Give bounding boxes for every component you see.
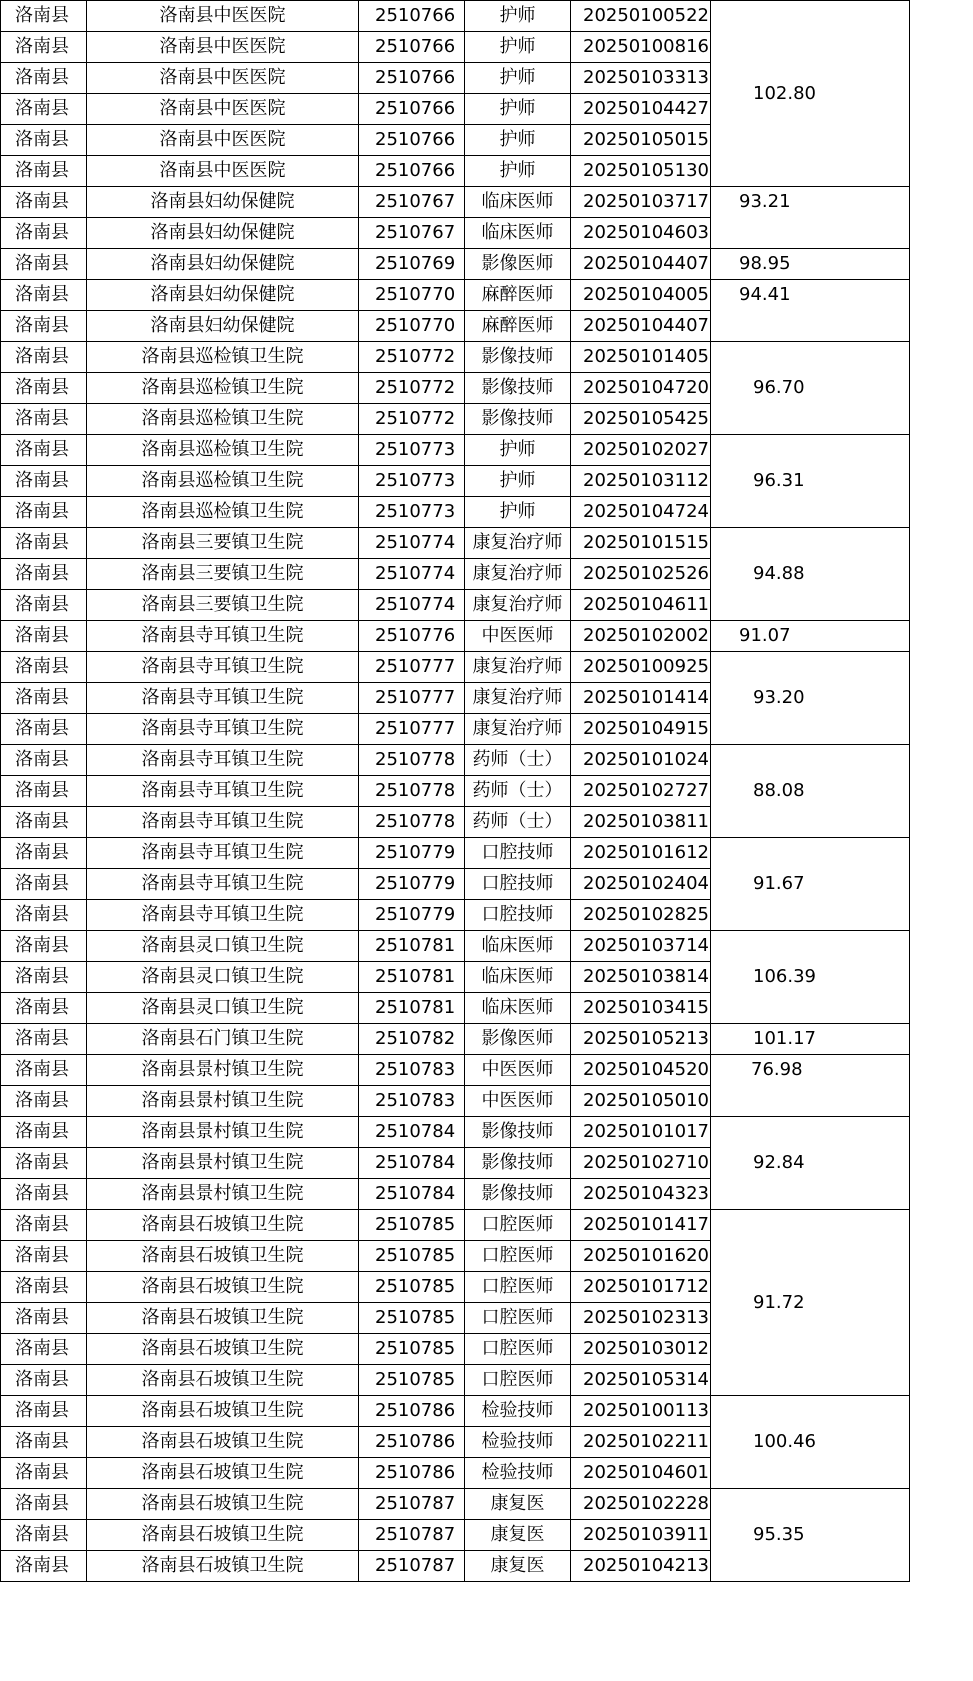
county-cell: 洛南县 bbox=[1, 559, 87, 590]
organization-cell: 洛南县寺耳镇卫生院 bbox=[87, 838, 359, 869]
position-code-cell: 2510766 bbox=[359, 32, 465, 63]
position-cell: 护师 bbox=[465, 466, 571, 497]
position-cell: 中医医师 bbox=[465, 621, 571, 652]
position-cell: 康复治疗师 bbox=[465, 652, 571, 683]
organization-cell: 洛南县寺耳镇卫生院 bbox=[87, 900, 359, 931]
score-cell: 96.70 bbox=[711, 342, 910, 435]
exam-number-cell: 20250105130 bbox=[571, 156, 711, 187]
position-code-cell: 2510785 bbox=[359, 1272, 465, 1303]
table-row bbox=[1, 1489, 910, 1520]
exam-number-cell: 20250105010 bbox=[571, 1086, 711, 1117]
position-code-cell: 2510773 bbox=[359, 497, 465, 528]
position-cell: 康复治疗师 bbox=[465, 559, 571, 590]
organization-cell: 洛南县石坡镇卫生院 bbox=[87, 1427, 359, 1458]
position-code-cell: 2510784 bbox=[359, 1148, 465, 1179]
organization-cell: 洛南县景村镇卫生院 bbox=[87, 1117, 359, 1148]
exam-number-cell: 20250101515 bbox=[571, 528, 711, 559]
county-cell: 洛南县 bbox=[1, 373, 87, 404]
table-row bbox=[1, 838, 910, 869]
position-cell: 影像医师 bbox=[465, 1024, 571, 1055]
organization-cell: 洛南县寺耳镇卫生院 bbox=[87, 869, 359, 900]
exam-number-cell: 20250102526 bbox=[571, 559, 711, 590]
position-code-cell: 2510772 bbox=[359, 342, 465, 373]
county-cell: 洛南县 bbox=[1, 590, 87, 621]
county-cell: 洛南县 bbox=[1, 807, 87, 838]
position-code-cell: 2510777 bbox=[359, 714, 465, 745]
county-cell: 洛南县 bbox=[1, 1427, 87, 1458]
organization-cell: 洛南县巡检镇卫生院 bbox=[87, 497, 359, 528]
organization-cell: 洛南县石坡镇卫生院 bbox=[87, 1272, 359, 1303]
organization-cell: 洛南县石坡镇卫生院 bbox=[87, 1334, 359, 1365]
position-code-cell: 2510777 bbox=[359, 683, 465, 714]
score-cell: 76.98 bbox=[711, 1055, 910, 1117]
exam-number-cell: 20250103012 bbox=[571, 1334, 711, 1365]
position-cell: 中医医师 bbox=[465, 1086, 571, 1117]
position-cell: 影像技师 bbox=[465, 1148, 571, 1179]
county-cell: 洛南县 bbox=[1, 1241, 87, 1272]
position-code-cell: 2510778 bbox=[359, 745, 465, 776]
exam-number-cell: 20250104427 bbox=[571, 94, 711, 125]
organization-cell: 洛南县灵口镇卫生院 bbox=[87, 931, 359, 962]
organization-cell: 洛南县中医医院 bbox=[87, 32, 359, 63]
county-cell: 洛南县 bbox=[1, 652, 87, 683]
organization-cell: 洛南县三要镇卫生院 bbox=[87, 559, 359, 590]
organization-cell: 洛南县中医医院 bbox=[87, 63, 359, 94]
position-cell: 影像技师 bbox=[465, 342, 571, 373]
exam-number-cell: 20250102710 bbox=[571, 1148, 711, 1179]
organization-cell: 洛南县石坡镇卫生院 bbox=[87, 1458, 359, 1489]
exam-number-cell: 20250100113 bbox=[571, 1396, 711, 1427]
table-row bbox=[1, 280, 910, 311]
position-code-cell: 2510774 bbox=[359, 559, 465, 590]
position-code-cell: 2510774 bbox=[359, 590, 465, 621]
position-code-cell: 2510783 bbox=[359, 1086, 465, 1117]
organization-cell: 洛南县妇幼保健院 bbox=[87, 218, 359, 249]
position-code-cell: 2510766 bbox=[359, 1, 465, 32]
organization-cell: 洛南县寺耳镇卫生院 bbox=[87, 683, 359, 714]
county-cell: 洛南县 bbox=[1, 1365, 87, 1396]
county-cell: 洛南县 bbox=[1, 497, 87, 528]
organization-cell: 洛南县寺耳镇卫生院 bbox=[87, 652, 359, 683]
county-cell: 洛南县 bbox=[1, 218, 87, 249]
position-cell: 影像技师 bbox=[465, 404, 571, 435]
position-cell: 口腔医师 bbox=[465, 1334, 571, 1365]
organization-cell: 洛南县石坡镇卫生院 bbox=[87, 1551, 359, 1582]
table-row bbox=[1, 1024, 910, 1055]
county-cell: 洛南县 bbox=[1, 683, 87, 714]
position-code-cell: 2510776 bbox=[359, 621, 465, 652]
county-cell: 洛南县 bbox=[1, 621, 87, 652]
table-row bbox=[1, 342, 910, 373]
position-code-cell: 2510781 bbox=[359, 931, 465, 962]
table-row bbox=[1, 652, 910, 683]
position-code-cell: 2510785 bbox=[359, 1210, 465, 1241]
position-cell: 护师 bbox=[465, 497, 571, 528]
score-cell: 100.46 bbox=[711, 1396, 910, 1489]
exam-number-cell: 20250104611 bbox=[571, 590, 711, 621]
exam-number-cell: 20250102027 bbox=[571, 435, 711, 466]
exam-number-cell: 20250101414 bbox=[571, 683, 711, 714]
exam-number-cell: 20250103814 bbox=[571, 962, 711, 993]
table-row bbox=[1, 1396, 910, 1427]
organization-cell: 洛南县石坡镇卫生院 bbox=[87, 1303, 359, 1334]
organization-cell: 洛南县妇幼保健院 bbox=[87, 187, 359, 218]
organization-cell: 洛南县三要镇卫生院 bbox=[87, 528, 359, 559]
organization-cell: 洛南县景村镇卫生院 bbox=[87, 1055, 359, 1086]
score-cell: 96.31 bbox=[711, 435, 910, 528]
exam-number-cell: 20250105425 bbox=[571, 404, 711, 435]
position-cell: 护师 bbox=[465, 1, 571, 32]
organization-cell: 洛南县中医医院 bbox=[87, 94, 359, 125]
exam-number-cell: 20250100925 bbox=[571, 652, 711, 683]
county-cell: 洛南县 bbox=[1, 1303, 87, 1334]
county-cell: 洛南县 bbox=[1, 1117, 87, 1148]
organization-cell: 洛南县三要镇卫生院 bbox=[87, 590, 359, 621]
county-cell: 洛南县 bbox=[1, 962, 87, 993]
organization-cell: 洛南县寺耳镇卫生院 bbox=[87, 807, 359, 838]
position-code-cell: 2510786 bbox=[359, 1458, 465, 1489]
position-code-cell: 2510787 bbox=[359, 1520, 465, 1551]
county-cell: 洛南县 bbox=[1, 1210, 87, 1241]
position-cell: 护师 bbox=[465, 63, 571, 94]
county-cell: 洛南县 bbox=[1, 776, 87, 807]
position-code-cell: 2510773 bbox=[359, 435, 465, 466]
position-cell: 护师 bbox=[465, 32, 571, 63]
county-cell: 洛南县 bbox=[1, 1520, 87, 1551]
position-code-cell: 2510777 bbox=[359, 652, 465, 683]
position-code-cell: 2510774 bbox=[359, 528, 465, 559]
county-cell: 洛南县 bbox=[1, 404, 87, 435]
position-code-cell: 2510779 bbox=[359, 869, 465, 900]
position-cell: 检验技师 bbox=[465, 1427, 571, 1458]
score-cell: 92.84 bbox=[711, 1117, 910, 1210]
position-cell: 护师 bbox=[465, 94, 571, 125]
position-cell: 药师（士） bbox=[465, 745, 571, 776]
county-cell: 洛南县 bbox=[1, 1272, 87, 1303]
position-code-cell: 2510782 bbox=[359, 1024, 465, 1055]
position-code-cell: 2510778 bbox=[359, 807, 465, 838]
organization-cell: 洛南县灵口镇卫生院 bbox=[87, 993, 359, 1024]
county-cell: 洛南县 bbox=[1, 249, 87, 280]
exam-number-cell: 20250100816 bbox=[571, 32, 711, 63]
position-code-cell: 2510779 bbox=[359, 900, 465, 931]
county-cell: 洛南县 bbox=[1, 1148, 87, 1179]
county-cell: 洛南县 bbox=[1, 1396, 87, 1427]
table-row bbox=[1, 435, 910, 466]
exam-number-cell: 20250103811 bbox=[571, 807, 711, 838]
table-row bbox=[1, 1210, 910, 1241]
position-cell: 影像医师 bbox=[465, 249, 571, 280]
position-cell: 口腔技师 bbox=[465, 869, 571, 900]
position-code-cell: 2510770 bbox=[359, 311, 465, 342]
exam-number-cell: 20250103717 bbox=[571, 187, 711, 218]
position-cell: 口腔医师 bbox=[465, 1365, 571, 1396]
position-code-cell: 2510772 bbox=[359, 373, 465, 404]
table-row bbox=[1, 745, 910, 776]
position-code-cell: 2510781 bbox=[359, 962, 465, 993]
table-row bbox=[1, 621, 910, 652]
position-code-cell: 2510787 bbox=[359, 1489, 465, 1520]
position-code-cell: 2510783 bbox=[359, 1055, 465, 1086]
position-code-cell: 2510767 bbox=[359, 187, 465, 218]
exam-number-cell: 20250101405 bbox=[571, 342, 711, 373]
county-cell: 洛南县 bbox=[1, 1179, 87, 1210]
county-cell: 洛南县 bbox=[1, 1334, 87, 1365]
position-code-cell: 2510787 bbox=[359, 1551, 465, 1582]
table-row bbox=[1, 528, 910, 559]
exam-number-cell: 20250102313 bbox=[571, 1303, 711, 1334]
organization-cell: 洛南县寺耳镇卫生院 bbox=[87, 621, 359, 652]
county-cell: 洛南县 bbox=[1, 94, 87, 125]
position-code-cell: 2510779 bbox=[359, 838, 465, 869]
county-cell: 洛南县 bbox=[1, 342, 87, 373]
position-cell: 临床医师 bbox=[465, 993, 571, 1024]
position-code-cell: 2510785 bbox=[359, 1365, 465, 1396]
score-cell: 95.35 bbox=[711, 1489, 910, 1582]
county-cell: 洛南县 bbox=[1, 931, 87, 962]
county-cell: 洛南县 bbox=[1, 435, 87, 466]
exam-number-cell: 20250101620 bbox=[571, 1241, 711, 1272]
county-cell: 洛南县 bbox=[1, 1055, 87, 1086]
organization-cell: 洛南县巡检镇卫生院 bbox=[87, 373, 359, 404]
county-cell: 洛南县 bbox=[1, 993, 87, 1024]
organization-cell: 洛南县巡检镇卫生院 bbox=[87, 342, 359, 373]
position-cell: 护师 bbox=[465, 125, 571, 156]
score-cell: 101.17 bbox=[711, 1024, 910, 1055]
score-cell: 98.95 bbox=[711, 249, 910, 280]
position-code-cell: 2510766 bbox=[359, 63, 465, 94]
position-code-cell: 2510785 bbox=[359, 1334, 465, 1365]
exam-number-cell: 20250101024 bbox=[571, 745, 711, 776]
exam-number-cell: 20250105015 bbox=[571, 125, 711, 156]
exam-number-cell: 20250104601 bbox=[571, 1458, 711, 1489]
organization-cell: 洛南县妇幼保健院 bbox=[87, 311, 359, 342]
exam-number-cell: 20250102404 bbox=[571, 869, 711, 900]
table-row bbox=[1, 1, 910, 32]
organization-cell: 洛南县石坡镇卫生院 bbox=[87, 1365, 359, 1396]
organization-cell: 洛南县寺耳镇卫生院 bbox=[87, 776, 359, 807]
position-cell: 临床医师 bbox=[465, 218, 571, 249]
county-cell: 洛南县 bbox=[1, 1024, 87, 1055]
exam-number-cell: 20250104407 bbox=[571, 249, 711, 280]
position-cell: 康复治疗师 bbox=[465, 714, 571, 745]
position-cell: 康复医 bbox=[465, 1520, 571, 1551]
position-cell: 影像技师 bbox=[465, 1117, 571, 1148]
county-cell: 洛南县 bbox=[1, 156, 87, 187]
organization-cell: 洛南县石坡镇卫生院 bbox=[87, 1396, 359, 1427]
score-cell: 93.20 bbox=[711, 652, 910, 745]
organization-cell: 洛南县巡检镇卫生院 bbox=[87, 435, 359, 466]
position-cell: 康复治疗师 bbox=[465, 528, 571, 559]
county-cell: 洛南县 bbox=[1, 1086, 87, 1117]
position-cell: 麻醉医师 bbox=[465, 311, 571, 342]
exam-number-cell: 20250102228 bbox=[571, 1489, 711, 1520]
position-cell: 护师 bbox=[465, 435, 571, 466]
table-row bbox=[1, 1055, 910, 1086]
exam-number-cell: 20250103714 bbox=[571, 931, 711, 962]
exam-number-cell: 20250104603 bbox=[571, 218, 711, 249]
position-code-cell: 2510786 bbox=[359, 1396, 465, 1427]
organization-cell: 洛南县寺耳镇卫生院 bbox=[87, 714, 359, 745]
position-cell: 康复治疗师 bbox=[465, 590, 571, 621]
position-code-cell: 2510773 bbox=[359, 466, 465, 497]
county-cell: 洛南县 bbox=[1, 187, 87, 218]
position-cell: 影像技师 bbox=[465, 373, 571, 404]
organization-cell: 洛南县灵口镇卫生院 bbox=[87, 962, 359, 993]
position-code-cell: 2510770 bbox=[359, 280, 465, 311]
score-cell: 93.21 bbox=[711, 187, 910, 249]
exam-number-cell: 20250105314 bbox=[571, 1365, 711, 1396]
exam-number-cell: 20250104720 bbox=[571, 373, 711, 404]
exam-number-cell: 20250104407 bbox=[571, 311, 711, 342]
position-code-cell: 2510769 bbox=[359, 249, 465, 280]
score-cell: 94.88 bbox=[711, 528, 910, 621]
score-cell: 94.41 bbox=[711, 280, 910, 342]
organization-cell: 洛南县巡检镇卫生院 bbox=[87, 466, 359, 497]
exam-number-cell: 20250101417 bbox=[571, 1210, 711, 1241]
position-cell: 临床医师 bbox=[465, 962, 571, 993]
position-code-cell: 2510786 bbox=[359, 1427, 465, 1458]
position-code-cell: 2510772 bbox=[359, 404, 465, 435]
position-cell: 康复治疗师 bbox=[465, 683, 571, 714]
position-cell: 口腔医师 bbox=[465, 1303, 571, 1334]
exam-number-cell: 20250105213 bbox=[571, 1024, 711, 1055]
position-cell: 口腔医师 bbox=[465, 1241, 571, 1272]
county-cell: 洛南县 bbox=[1, 714, 87, 745]
position-cell: 口腔技师 bbox=[465, 838, 571, 869]
organization-cell: 洛南县石坡镇卫生院 bbox=[87, 1241, 359, 1272]
position-cell: 口腔医师 bbox=[465, 1272, 571, 1303]
organization-cell: 洛南县巡检镇卫生院 bbox=[87, 404, 359, 435]
county-cell: 洛南县 bbox=[1, 869, 87, 900]
organization-cell: 洛南县中医医院 bbox=[87, 156, 359, 187]
county-cell: 洛南县 bbox=[1, 311, 87, 342]
organization-cell: 洛南县景村镇卫生院 bbox=[87, 1179, 359, 1210]
county-cell: 洛南县 bbox=[1, 745, 87, 776]
organization-cell: 洛南县石坡镇卫生院 bbox=[87, 1210, 359, 1241]
exam-number-cell: 20250103112 bbox=[571, 466, 711, 497]
organization-cell: 洛南县中医医院 bbox=[87, 125, 359, 156]
table-row bbox=[1, 249, 910, 280]
position-cell: 药师（士） bbox=[465, 776, 571, 807]
organization-cell: 洛南县景村镇卫生院 bbox=[87, 1148, 359, 1179]
exam-number-cell: 20250102002 bbox=[571, 621, 711, 652]
position-cell: 临床医师 bbox=[465, 187, 571, 218]
organization-cell: 洛南县石门镇卫生院 bbox=[87, 1024, 359, 1055]
organization-cell: 洛南县妇幼保健院 bbox=[87, 249, 359, 280]
organization-cell: 洛南县景村镇卫生院 bbox=[87, 1086, 359, 1117]
score-cell: 106.39 bbox=[711, 931, 910, 1024]
organization-cell: 洛南县妇幼保健院 bbox=[87, 280, 359, 311]
organization-cell: 洛南县中医医院 bbox=[87, 1, 359, 32]
score-cell: 88.08 bbox=[711, 745, 910, 838]
position-cell: 中医医师 bbox=[465, 1055, 571, 1086]
score-table-body bbox=[1, 1, 910, 1582]
table-row bbox=[1, 1117, 910, 1148]
county-cell: 洛南县 bbox=[1, 1, 87, 32]
position-code-cell: 2510784 bbox=[359, 1179, 465, 1210]
position-code-cell: 2510767 bbox=[359, 218, 465, 249]
county-cell: 洛南县 bbox=[1, 280, 87, 311]
exam-number-cell: 20250103313 bbox=[571, 63, 711, 94]
county-cell: 洛南县 bbox=[1, 32, 87, 63]
exam-number-cell: 20250104213 bbox=[571, 1551, 711, 1582]
exam-number-cell: 20250101712 bbox=[571, 1272, 711, 1303]
table-row bbox=[1, 931, 910, 962]
position-cell: 口腔技师 bbox=[465, 900, 571, 931]
exam-number-cell: 20250102727 bbox=[571, 776, 711, 807]
position-code-cell: 2510766 bbox=[359, 125, 465, 156]
score-cell: 91.72 bbox=[711, 1210, 910, 1396]
county-cell: 洛南县 bbox=[1, 1458, 87, 1489]
exam-number-cell: 20250102211 bbox=[571, 1427, 711, 1458]
position-cell: 药师（士） bbox=[465, 807, 571, 838]
position-cell: 检验技师 bbox=[465, 1396, 571, 1427]
county-cell: 洛南县 bbox=[1, 528, 87, 559]
exam-number-cell: 20250103415 bbox=[571, 993, 711, 1024]
position-cell: 临床医师 bbox=[465, 931, 571, 962]
organization-cell: 洛南县寺耳镇卫生院 bbox=[87, 745, 359, 776]
position-code-cell: 2510784 bbox=[359, 1117, 465, 1148]
position-cell: 护师 bbox=[465, 156, 571, 187]
exam-number-cell: 20250104323 bbox=[571, 1179, 711, 1210]
position-cell: 康复医 bbox=[465, 1489, 571, 1520]
county-cell: 洛南县 bbox=[1, 125, 87, 156]
position-cell: 影像技师 bbox=[465, 1179, 571, 1210]
exam-number-cell: 20250104520 bbox=[571, 1055, 711, 1086]
county-cell: 洛南县 bbox=[1, 1551, 87, 1582]
position-code-cell: 2510785 bbox=[359, 1303, 465, 1334]
exam-number-cell: 20250102825 bbox=[571, 900, 711, 931]
position-code-cell: 2510781 bbox=[359, 993, 465, 1024]
exam-number-cell: 20250104724 bbox=[571, 497, 711, 528]
position-code-cell: 2510766 bbox=[359, 156, 465, 187]
position-cell: 麻醉医师 bbox=[465, 280, 571, 311]
position-code-cell: 2510766 bbox=[359, 94, 465, 125]
county-cell: 洛南县 bbox=[1, 838, 87, 869]
county-cell: 洛南县 bbox=[1, 1489, 87, 1520]
county-cell: 洛南县 bbox=[1, 63, 87, 94]
organization-cell: 洛南县石坡镇卫生院 bbox=[87, 1520, 359, 1551]
county-cell: 洛南县 bbox=[1, 900, 87, 931]
score-cell: 91.07 bbox=[711, 621, 910, 652]
exam-number-cell: 20250103911 bbox=[571, 1520, 711, 1551]
position-cell: 康复医 bbox=[465, 1551, 571, 1582]
position-cell: 检验技师 bbox=[465, 1458, 571, 1489]
position-code-cell: 2510785 bbox=[359, 1241, 465, 1272]
score-cell: 102.80 bbox=[711, 1, 910, 187]
organization-cell: 洛南县石坡镇卫生院 bbox=[87, 1489, 359, 1520]
county-cell: 洛南县 bbox=[1, 466, 87, 497]
exam-number-cell: 20250100522 bbox=[571, 1, 711, 32]
position-cell: 口腔医师 bbox=[465, 1210, 571, 1241]
exam-number-cell: 20250101612 bbox=[571, 838, 711, 869]
table-row bbox=[1, 187, 910, 218]
exam-number-cell: 20250101017 bbox=[571, 1117, 711, 1148]
exam-number-cell: 20250104915 bbox=[571, 714, 711, 745]
score-cell: 91.67 bbox=[711, 838, 910, 931]
exam-number-cell: 20250104005 bbox=[571, 280, 711, 311]
position-code-cell: 2510778 bbox=[359, 776, 465, 807]
